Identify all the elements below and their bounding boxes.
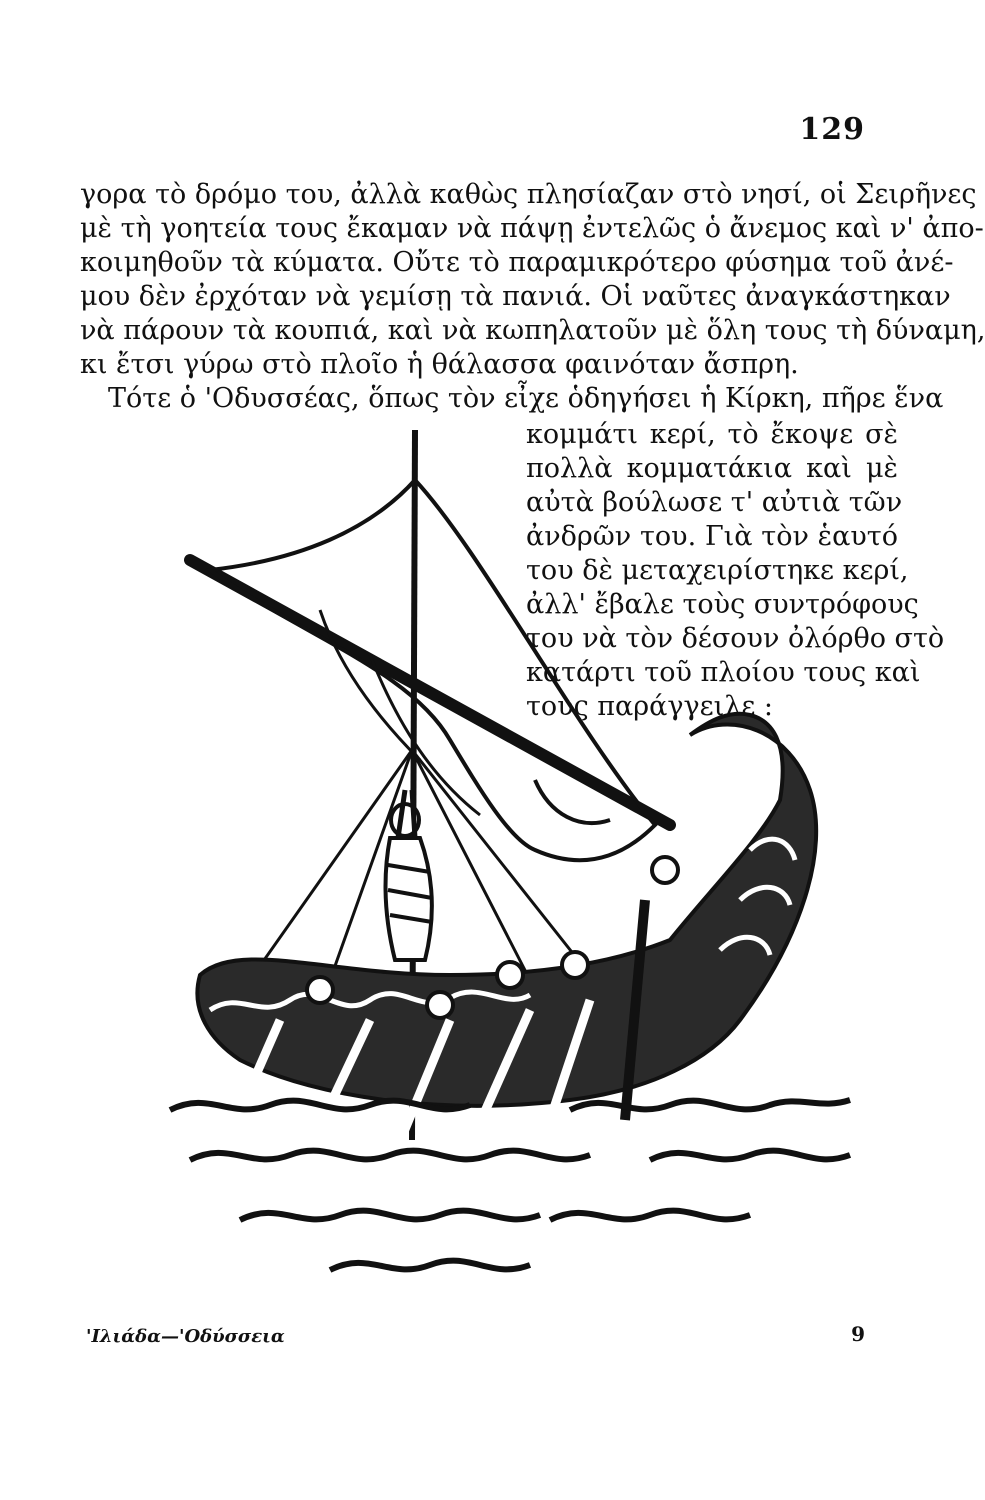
page-number: 129 xyxy=(799,112,865,147)
hull xyxy=(197,714,816,1106)
sail xyxy=(210,480,655,860)
text-line-7: Τότε ὁ 'Οδυσσέας, ὅπως τὸν εἶχε ὁδηγήσει ἡ Κίρκη, πῆρε ἕνα xyxy=(108,383,944,414)
rower-head-4 xyxy=(562,952,588,978)
footer-signature: 9 xyxy=(851,1322,865,1346)
text-line-2: μὲ τὴ γοητεία τους ἔκαμαν νὰ πάψῃ ἐντελῶς ὁ ἄνεμος καὶ ν' ἀπο- xyxy=(80,213,984,244)
text-line-1: γορα τὸ δρόμο του, ἀλλὰ καθὼς πλησίαζαν στὸ νησί, οἱ Σειρῆνες xyxy=(80,179,977,210)
wave-6 xyxy=(550,1211,750,1220)
rower-head-5 xyxy=(652,857,678,883)
column-line-6: ἀλλ' ἔβαλε τοὺς συντρόφους xyxy=(526,589,919,620)
text-line-4: μου δὲν ἐρχόταν νὰ γεμίσῃ τὰ πανιά. Οἱ ναῦτες ἀναγκάστηκαν xyxy=(80,281,951,312)
footer-title: 'Ιλιάδα—'Οδύσσεια xyxy=(86,1326,285,1347)
column-line-9: τοὺς παράγγειλε : xyxy=(526,691,774,722)
wave-7 xyxy=(330,1261,530,1270)
column-line-1: κομμάτι κερί, τὸ ἔκοψε σὲ xyxy=(526,419,898,450)
column-line-7: του νὰ τὸν δέσουν ὀλόρθο στὸ xyxy=(526,623,945,654)
ship-illustration xyxy=(150,420,945,1290)
rower-head-1 xyxy=(307,977,333,1003)
odysseus-body xyxy=(385,838,432,960)
rigging-line-4 xyxy=(412,750,590,975)
column-line-5: του δὲ μεταχειρίστηκε κερί, xyxy=(526,555,909,586)
wave-5 xyxy=(240,1211,540,1220)
column-line-4: ἀνδρῶν του. Γιὰ τὸν ἑαυτό xyxy=(526,521,898,552)
prow-spiral xyxy=(690,746,762,808)
text-line-5: νὰ πάρουν τὰ κουπιά, καὶ νὰ κωπηλατοῦν μὲ ὅλη τους τὴ δύναμη, xyxy=(80,315,985,346)
text-line-6: κι ἔτσι γύρω στὸ πλοῖο ἡ θάλασσα φαινόταν ἄσπρη. xyxy=(80,349,799,380)
wave-4 xyxy=(650,1151,850,1160)
rower-head-3 xyxy=(497,962,523,988)
wave-3 xyxy=(570,1100,850,1110)
column-line-2: πολλὰ κομματάκια καὶ μὲ xyxy=(526,453,898,484)
rower-head-2 xyxy=(427,992,453,1018)
text-line-3: κοιμηθοῦν τὰ κύματα. Οὔτε τὸ παραμικρότερο φύσημα τοῦ ἀνέ- xyxy=(80,247,954,278)
column-line-8: κατάρτι τοῦ πλοίου τους καὶ xyxy=(526,657,921,688)
column-line-3: αὐτὰ βούλωσε τ' αὐτιὰ τῶν xyxy=(526,487,903,518)
